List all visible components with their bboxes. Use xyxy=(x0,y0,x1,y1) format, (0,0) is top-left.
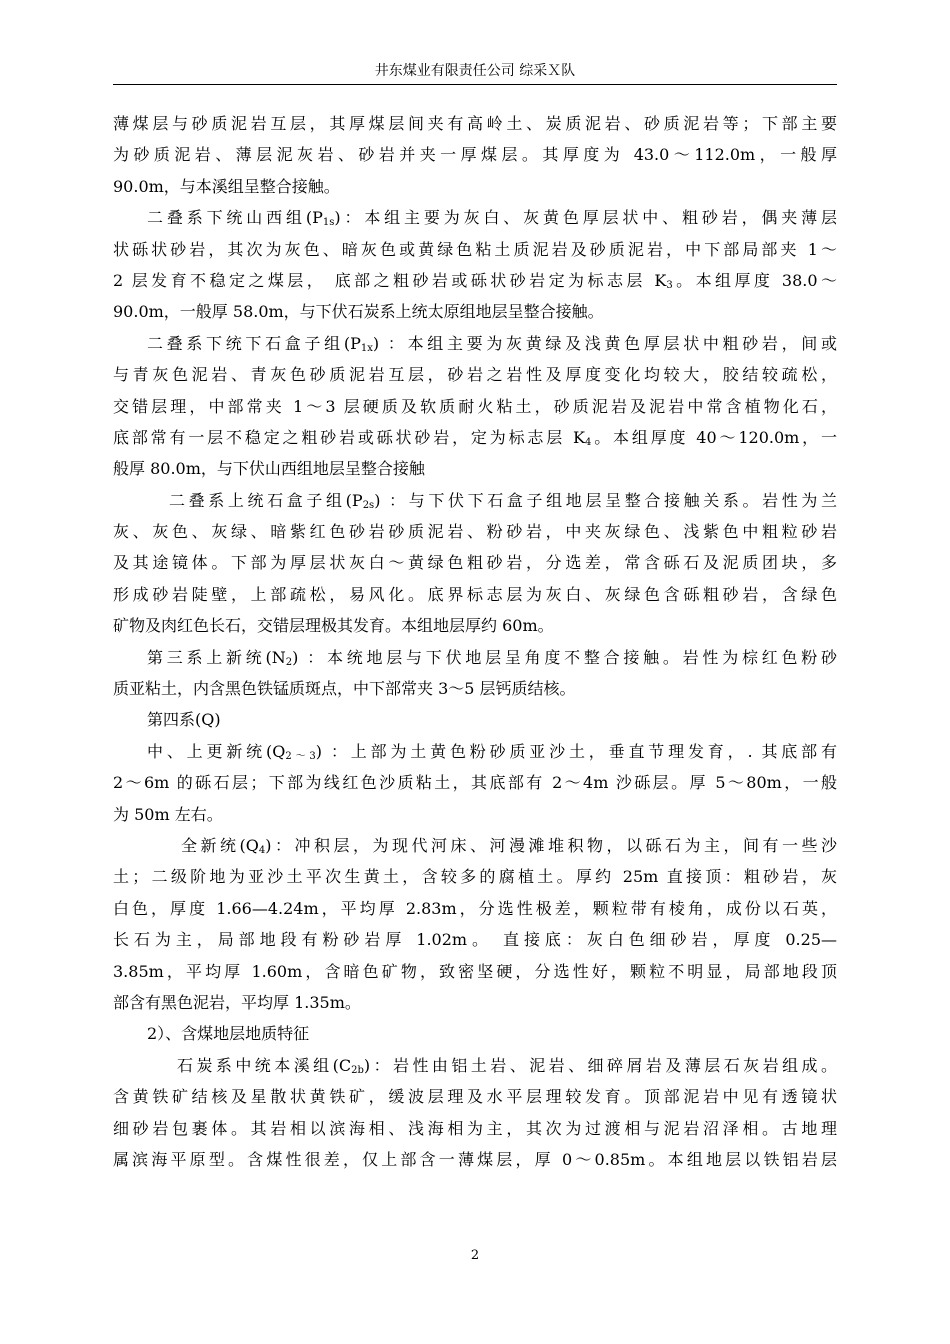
text-line xyxy=(113,673,837,704)
text-segment: 全新统(Q xyxy=(181,835,259,855)
text-segment: 矿物及肉红色长石，交错层理极其发育。本组地层厚约 60m。 xyxy=(113,616,554,636)
text-line xyxy=(113,610,837,641)
text-line xyxy=(113,736,837,767)
page-number: 2 xyxy=(470,1248,480,1263)
text-segment: 石炭系中统本溪组(C xyxy=(177,1055,352,1075)
text-segment: 90.0m，与本溪组呈整合接触。 xyxy=(113,176,340,196)
text-segment: 第三系上新统(N xyxy=(147,647,286,667)
text-segment: 2）、含煤地层地质特征 xyxy=(147,1024,310,1044)
text-segment: 二叠系下统下石盒子组(P xyxy=(147,333,361,353)
text-line xyxy=(113,579,837,610)
text-line xyxy=(113,391,837,422)
subscript: 2b xyxy=(351,1064,364,1076)
subscript: 2s xyxy=(362,499,375,511)
text-segment: ) ：本组主要为灰黄绿及浅黄色厚层状中粗砂岩，间或 xyxy=(372,333,837,353)
text-line xyxy=(113,202,837,233)
text-line xyxy=(113,359,837,390)
text-line xyxy=(113,1113,837,1144)
text-line xyxy=(113,830,837,861)
text-segment: 第四系(Q) xyxy=(147,710,221,730)
subscript: 3 xyxy=(666,279,673,291)
text-line xyxy=(113,265,837,296)
text-segment: ) ：与下伏下石盒子组地层呈整合接触关系。岩性为兰 xyxy=(374,490,837,510)
text-segment: 与青灰色泥岩、青灰色砂质泥岩互层，砂岩之岩性及厚度变化均较大，胶结较疏松， xyxy=(113,365,837,385)
subscript: 2～3 xyxy=(285,750,316,762)
text-segment: 二叠系上统石盒子组(P xyxy=(169,490,363,510)
text-segment: 2～6m 的砾石层；下部为线红色沙质粘土，其底部有 2～4m 沙砾层。厚 5～80m，一般 xyxy=(113,773,837,793)
text-segment: 土；二级阶地为亚沙土平次生黄土，含较多的腐植土。厚约 25m 直接顶：粗砂岩，灰 xyxy=(113,867,837,887)
text-segment: 状砾状砂岩，其次为灰色、暗灰色或黄绿色粘土质泥岩及砂质泥岩，中下部局部夹 1～ xyxy=(113,239,837,259)
text-segment: 3.85m，平均厚 1.60m，含暗色矿物，致密坚硬，分选性好，颗粒不明显，局部地段顶 xyxy=(113,961,837,981)
text-segment: 中、上更新统(Q xyxy=(147,741,286,761)
text-segment: ) ：上部为土黄色粉砂质亚沙土，垂直节理发育，. 其底部有 xyxy=(315,741,837,761)
subscript: 4 xyxy=(584,436,592,448)
text-segment: 二叠系下统山西组(P xyxy=(147,208,323,228)
text-segment: 形成砂岩陡壁，上部疏松，易风化。底界标志层为灰白、灰绿色含砾粗砂岩，含绿色 xyxy=(113,584,837,604)
text-line xyxy=(113,296,837,327)
text-segment: 属滨海平原型。含煤性很差，仅上部含一薄煤层，厚 0～0.85m。本组地层以铁铝岩层 xyxy=(113,1149,837,1169)
text-line xyxy=(113,139,837,170)
text-line xyxy=(113,861,837,892)
text-segment: 。本组厚度 38.0～ xyxy=(672,270,837,290)
text-segment: 为 50m 左右。 xyxy=(113,804,223,824)
text-line xyxy=(113,956,837,987)
text-segment: 薄煤层与砂质泥岩互层，其厚煤层间夹有高岭土、炭质泥岩、砂质泥岩等；下部主要 xyxy=(113,114,837,133)
text-segment: 部含有黑色泥岩，平均厚 1.35m。 xyxy=(113,992,361,1012)
text-line xyxy=(113,547,837,578)
text-line xyxy=(113,516,837,547)
page-header: 井东煤业有限责任公司 综采Ｘ队 xyxy=(374,63,576,79)
text-segment: 细砂岩包裹体。其岩相以滨海相、浅海相为主，其次为过渡相与泥岩沼泽相。古地理 xyxy=(113,1118,837,1138)
text-segment: 般厚 80.0m，与下伏山西组地层呈整合接触 xyxy=(113,459,425,479)
text-segment: ) ：本统地层与下伏地层呈角度不整合接触。岩性为棕红色粉砂 xyxy=(292,647,837,667)
text-line xyxy=(113,234,837,265)
text-segment: )：岩性由铝土岩、泥岩、细碎屑岩及薄层石灰岩组成。 xyxy=(363,1055,837,1075)
text-line xyxy=(113,171,837,202)
text-segment: 底部常有一层不稳定之粗砂岩或砾状砂岩，定为标志层 K xyxy=(113,427,585,447)
text-line xyxy=(113,1081,837,1112)
text-segment: 长石为主，局部地段有粉砂岩厚 1.02m。 直接底：灰白色细砂岩，厚度 0.25— xyxy=(113,930,837,950)
text-segment: 含黄铁矿结核及星散状黄铁矿，缓波层理及水平层理较发育。顶部泥岩中见有透镜状 xyxy=(113,1087,837,1107)
text-line xyxy=(113,328,837,359)
document-body xyxy=(113,108,837,1175)
text-line xyxy=(113,893,837,924)
text-line xyxy=(113,767,837,798)
text-segment: 灰、灰色、灰绿、暗紫红色砂岩砂质泥岩、粉砂岩，中夹灰绿色、浅紫色中粗粒砂岩 xyxy=(113,522,837,542)
text-segment: 90.0m，一般厚 58.0m，与下伏石炭系上统太原组地层呈整合接触。 xyxy=(113,302,604,322)
text-segment: 白色，厚度 1.66—4.24m，平均厚 2.83m，分选性极差，颗粒带有棱角，成份以石英， xyxy=(113,898,837,918)
text-line xyxy=(113,799,837,830)
text-line xyxy=(113,924,837,955)
text-segment: 及其途镜体。下部为厚层状灰白～黄绿色粗砂岩，分选差，常含砾石及泥质团块，多 xyxy=(113,553,837,573)
text-line xyxy=(113,1144,837,1175)
text-line xyxy=(113,987,837,1018)
text-line xyxy=(113,1018,837,1049)
text-line xyxy=(113,485,837,516)
header-rule xyxy=(113,84,837,85)
text-line xyxy=(113,422,837,453)
subscript: 1s xyxy=(322,217,335,229)
text-segment: )：本组主要为灰白、灰黄色厚层状中、粗砂岩，偶夹薄层 xyxy=(334,208,837,228)
subscript: 4 xyxy=(258,844,266,856)
text-line xyxy=(113,1050,837,1081)
text-line xyxy=(113,642,837,673)
subscript: 2 xyxy=(285,656,293,668)
text-segment: 质亚粘土，内含黑色铁锰质斑点，中下部常夹 3～5 层钙质结核。 xyxy=(113,679,576,699)
text-segment: 。本组厚度 40～120.0m，一 xyxy=(591,427,837,447)
text-segment: 交错层理，中部常夹 1～3 层硬质及软质耐火粘土，砂质泥岩及泥岩中常含植物化石， xyxy=(113,396,837,416)
text-line xyxy=(113,108,837,139)
text-segment: )：冲积层，为现代河床、河漫滩堆积物，以砾石为主，间有一些沙 xyxy=(265,835,837,855)
text-line xyxy=(113,453,837,484)
text-segment: 为砂质泥岩、薄层泥灰岩、砂岩并夹一厚煤层。其厚度为 43.0～112.0m，一般厚 xyxy=(113,145,837,165)
text-segment: 2 层发育不稳定之煤层， 底部之粗砂岩或砾状砂岩定为标志层 K xyxy=(113,270,667,290)
text-line xyxy=(113,704,837,735)
subscript: 1x xyxy=(360,342,373,354)
